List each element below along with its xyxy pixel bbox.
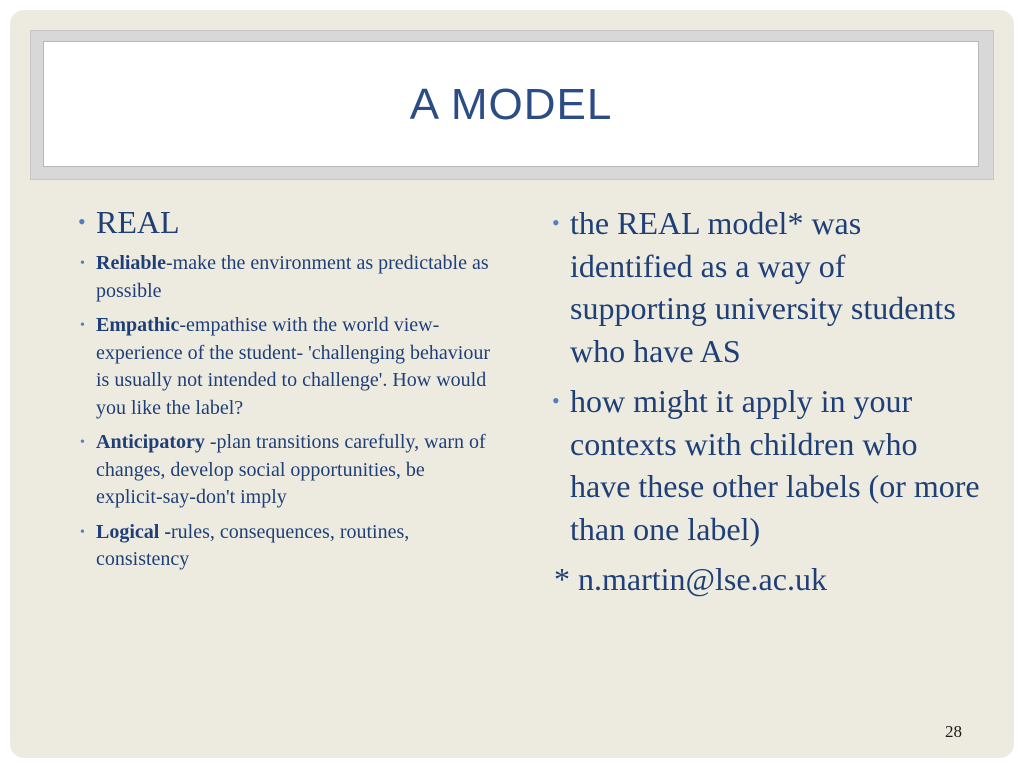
bullet-icon: •: [552, 210, 560, 235]
bullet-icon: •: [80, 318, 85, 333]
right-column: [540, 202, 980, 600]
description-reliable: -make the environment as predictable as possible: [96, 252, 489, 302]
bullet-icon: •: [80, 256, 85, 271]
term-anticipatory: Anticipatory: [96, 431, 205, 453]
description-logical: rules, consequences, routines, consistency: [96, 520, 410, 570]
description-anticipatory: -plan transitions carefully, warn of changes, develop social opportunities, be explicit-say-don't imply: [96, 431, 486, 508]
page-number: 28: [945, 722, 962, 741]
title-frame: [30, 30, 994, 180]
bullet-icon: •: [552, 388, 560, 413]
real-heading: [70, 202, 490, 242]
list-item-empathic: [70, 312, 490, 422]
list-item-real-model: [540, 202, 980, 372]
term-reliable: Reliable: [96, 252, 166, 274]
discussion-list: [540, 202, 980, 550]
bullet-icon: •: [80, 524, 85, 540]
real-model-text: the REAL model* was identified as a way of supporting university students who have AS: [570, 205, 956, 369]
title-box: [43, 41, 979, 167]
list-item-apply-question: [540, 380, 980, 550]
list-item-anticipatory: [70, 429, 490, 512]
list-item-logical: [70, 519, 490, 574]
footnote-email: * n.martin@lse.ac.uk: [554, 561, 827, 597]
slide-title: A MODEL: [409, 80, 613, 129]
real-heading-text: REAL: [96, 204, 180, 240]
bullet-icon: •: [78, 209, 86, 234]
bullet-icon: •: [80, 435, 85, 450]
slide: [10, 10, 1014, 758]
left-column: [70, 202, 490, 581]
description-empathic: -empathise with the world view-experience of the student- 'challenging behaviour is usually not intended to challenge'. How would you like the label?: [96, 314, 491, 419]
term-logical: Logical -: [96, 520, 171, 543]
apply-question-text: how might it apply in your contexts with children who have these other labels (or more than one label): [570, 383, 980, 547]
term-empathic: Empathic: [96, 314, 180, 336]
real-list: [70, 202, 490, 574]
list-item-reliable: [70, 250, 490, 305]
